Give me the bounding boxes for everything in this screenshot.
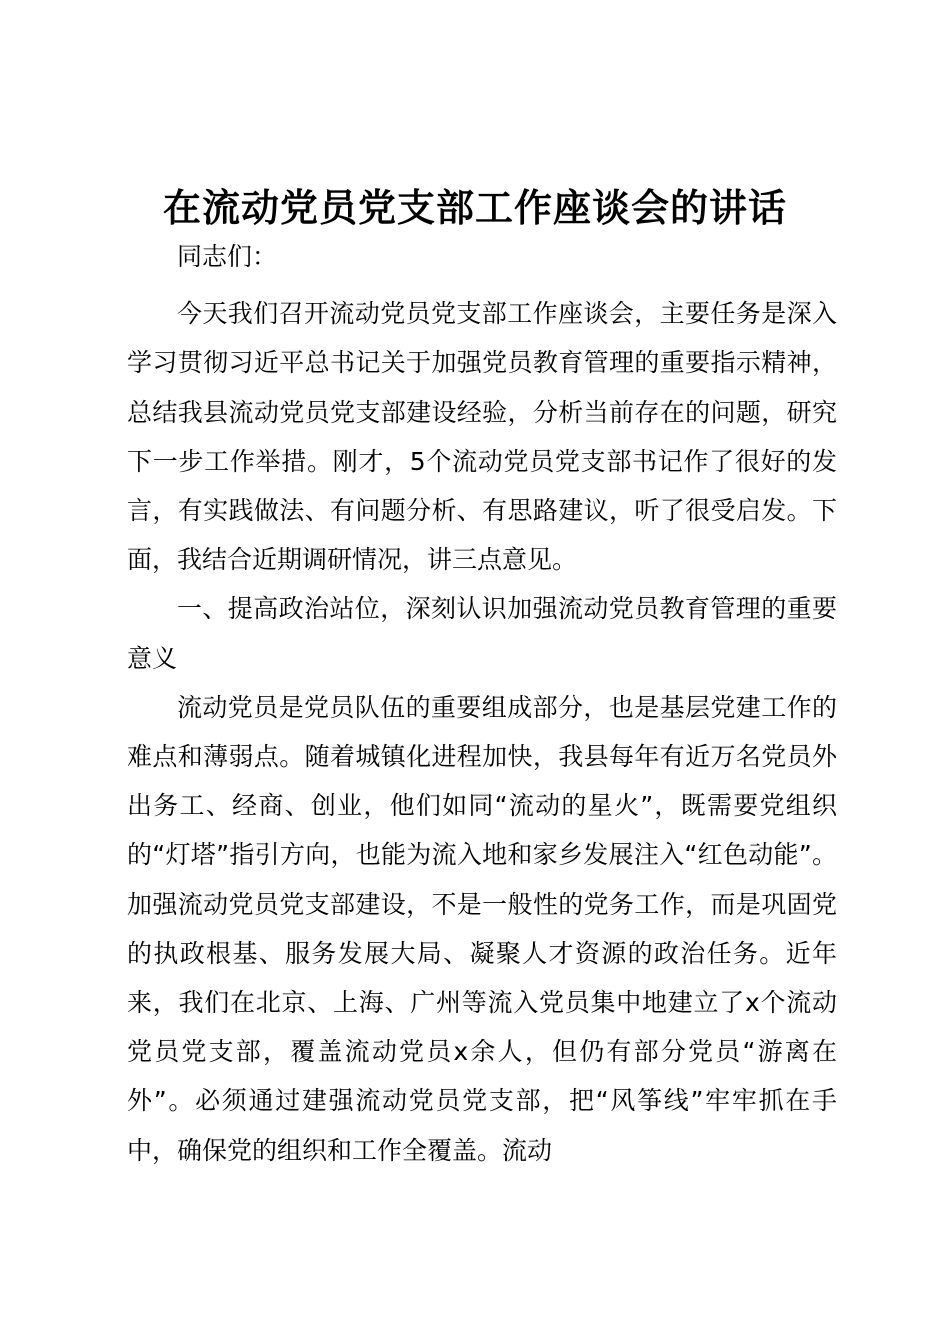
paragraph-section-1: 流动党员是党员队伍的重要组成部分，也是基层党建工作的难点和薄弱点。随着城镇化进程加快，我县每年有近万名党员外出务工、经商、创业，他们如同“流动的星火”，既需要党组织的“灯塔”指引方向，也能为流入地和家乡发展注入“红色动能”。加强流动党员党支部建设，不是一般性的党务工作，而是巩固党的执政根基、服务发展大局、凝聚人才资源的政治任务。近年来，我们在北京、上海、广州等流入党员集中地建立了x个流动党员党支部，覆盖流动党员x余人，但仍有部分党员“游离在外”。必须通过建强流动党员党支部，把“风筝线”牢牢抓在手中，确保党的组织和工作全覆盖。流动 — [127, 692, 837, 1165]
salutation: 同志们： — [177, 242, 278, 271]
document-body — [127, 232, 837, 1175]
document-title: 在流动党员党支部工作座谈会的讲话 — [162, 185, 787, 230]
paragraph-intro: 今天我们召开流动党员党支部工作座谈会，主要任务是深入学习贯彻习近平总书记关于加强党员教育管理的重要指示精神，总结我县流动党员党支部建设经验，分析当前存在的问题，研究下一步工作举措。刚才，5个流动党员党支部书记作了很好的发言，有实践做法、有问题分析、有思路建议，听了很受启发。下面，我结合近期调研情况，讲三点意见。 — [127, 299, 837, 575]
section-heading-1: 一、提高政治站位，深刻认识加强流动党员教育管理的重要意义 — [127, 594, 837, 673]
